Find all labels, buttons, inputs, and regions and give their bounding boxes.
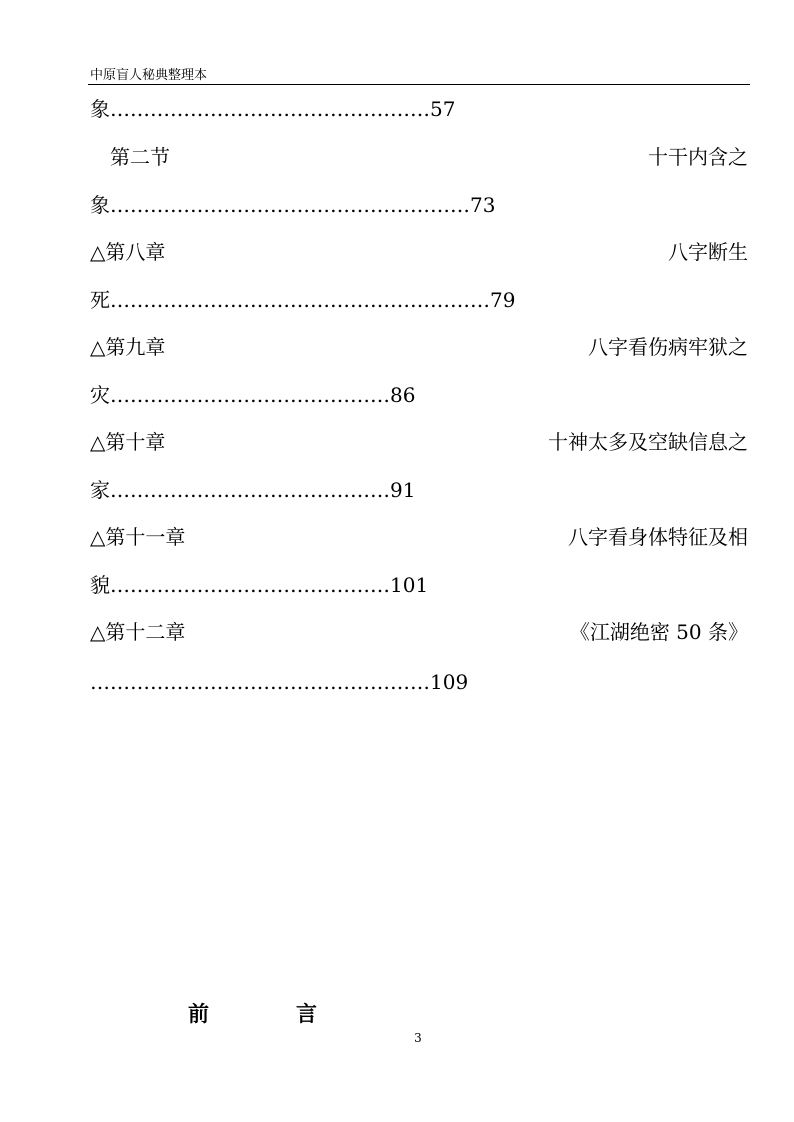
toc-dots: ………………………………………… [110, 97, 430, 121]
toc-entry-leader [90, 573, 748, 597]
toc-entry-leader [90, 97, 748, 121]
toc-page-number: 79 [490, 288, 516, 312]
toc-chapter-title: 十神太多及空缺信息之 [548, 430, 748, 454]
toc-page-number: 73 [470, 193, 496, 217]
toc-entry-leader [90, 670, 748, 694]
toc-entry-heading [90, 525, 748, 549]
preface-char-2: 言 [296, 1001, 317, 1026]
book-title: 中原盲人秘典整理本 [90, 68, 208, 83]
toc-entry-heading [90, 620, 748, 644]
toc-dots: …………………………………………… [90, 670, 430, 694]
toc-chapter-title: 八字断生 [668, 240, 748, 264]
toc-entry-heading [90, 430, 748, 454]
toc-entry-leader [90, 383, 748, 407]
toc-dots: ……………………………………………… [110, 193, 470, 217]
toc-section-title: 十干内含之 [648, 145, 748, 169]
toc-page-number: 57 [430, 97, 456, 121]
toc-page-number: 101 [390, 573, 429, 597]
toc-entry-heading [90, 335, 748, 359]
toc-page-number: 109 [430, 670, 469, 694]
toc-chapter-label: △第十章 [90, 430, 166, 454]
page-number: 3 [414, 1031, 422, 1045]
toc-chapter-title: 八字看伤病牢狱之 [588, 335, 748, 359]
toc-lead-char: 貌 [90, 573, 110, 597]
toc-page-number: 86 [390, 383, 416, 407]
toc-section-label: 第二节 [110, 145, 170, 169]
header-divider [88, 84, 750, 85]
toc-lead-char: 象 [90, 97, 110, 121]
toc-dots: ………………………………………………… [110, 288, 490, 312]
toc-dots: …………………………………… [110, 573, 390, 597]
toc-entry-heading [90, 240, 748, 264]
toc-lead-char: 家 [90, 478, 110, 502]
toc-entry-leader [90, 478, 748, 502]
preface-char-1: 前 [188, 1001, 209, 1026]
toc-chapter-title: 《江湖绝密 50 条》 [569, 620, 748, 644]
toc-entry-leader [90, 193, 748, 217]
toc-lead-char: 象 [90, 193, 110, 217]
toc-chapter-title: 八字看身体特征及相 [568, 525, 748, 549]
toc-lead-char: 死 [90, 288, 110, 312]
toc-chapter-label: △第九章 [90, 335, 166, 359]
toc-chapter-label: △第八章 [90, 240, 166, 264]
toc-chapter-label: △第十一章 [90, 525, 186, 549]
toc-entry-heading [90, 145, 748, 169]
toc-entry-leader [90, 288, 748, 312]
toc-page-number: 91 [390, 478, 416, 502]
toc-chapter-label: △第十二章 [90, 620, 186, 644]
toc-lead-char: 灾 [90, 383, 110, 407]
toc-dots: …………………………………… [110, 383, 390, 407]
toc-dots: …………………………………… [110, 478, 390, 502]
